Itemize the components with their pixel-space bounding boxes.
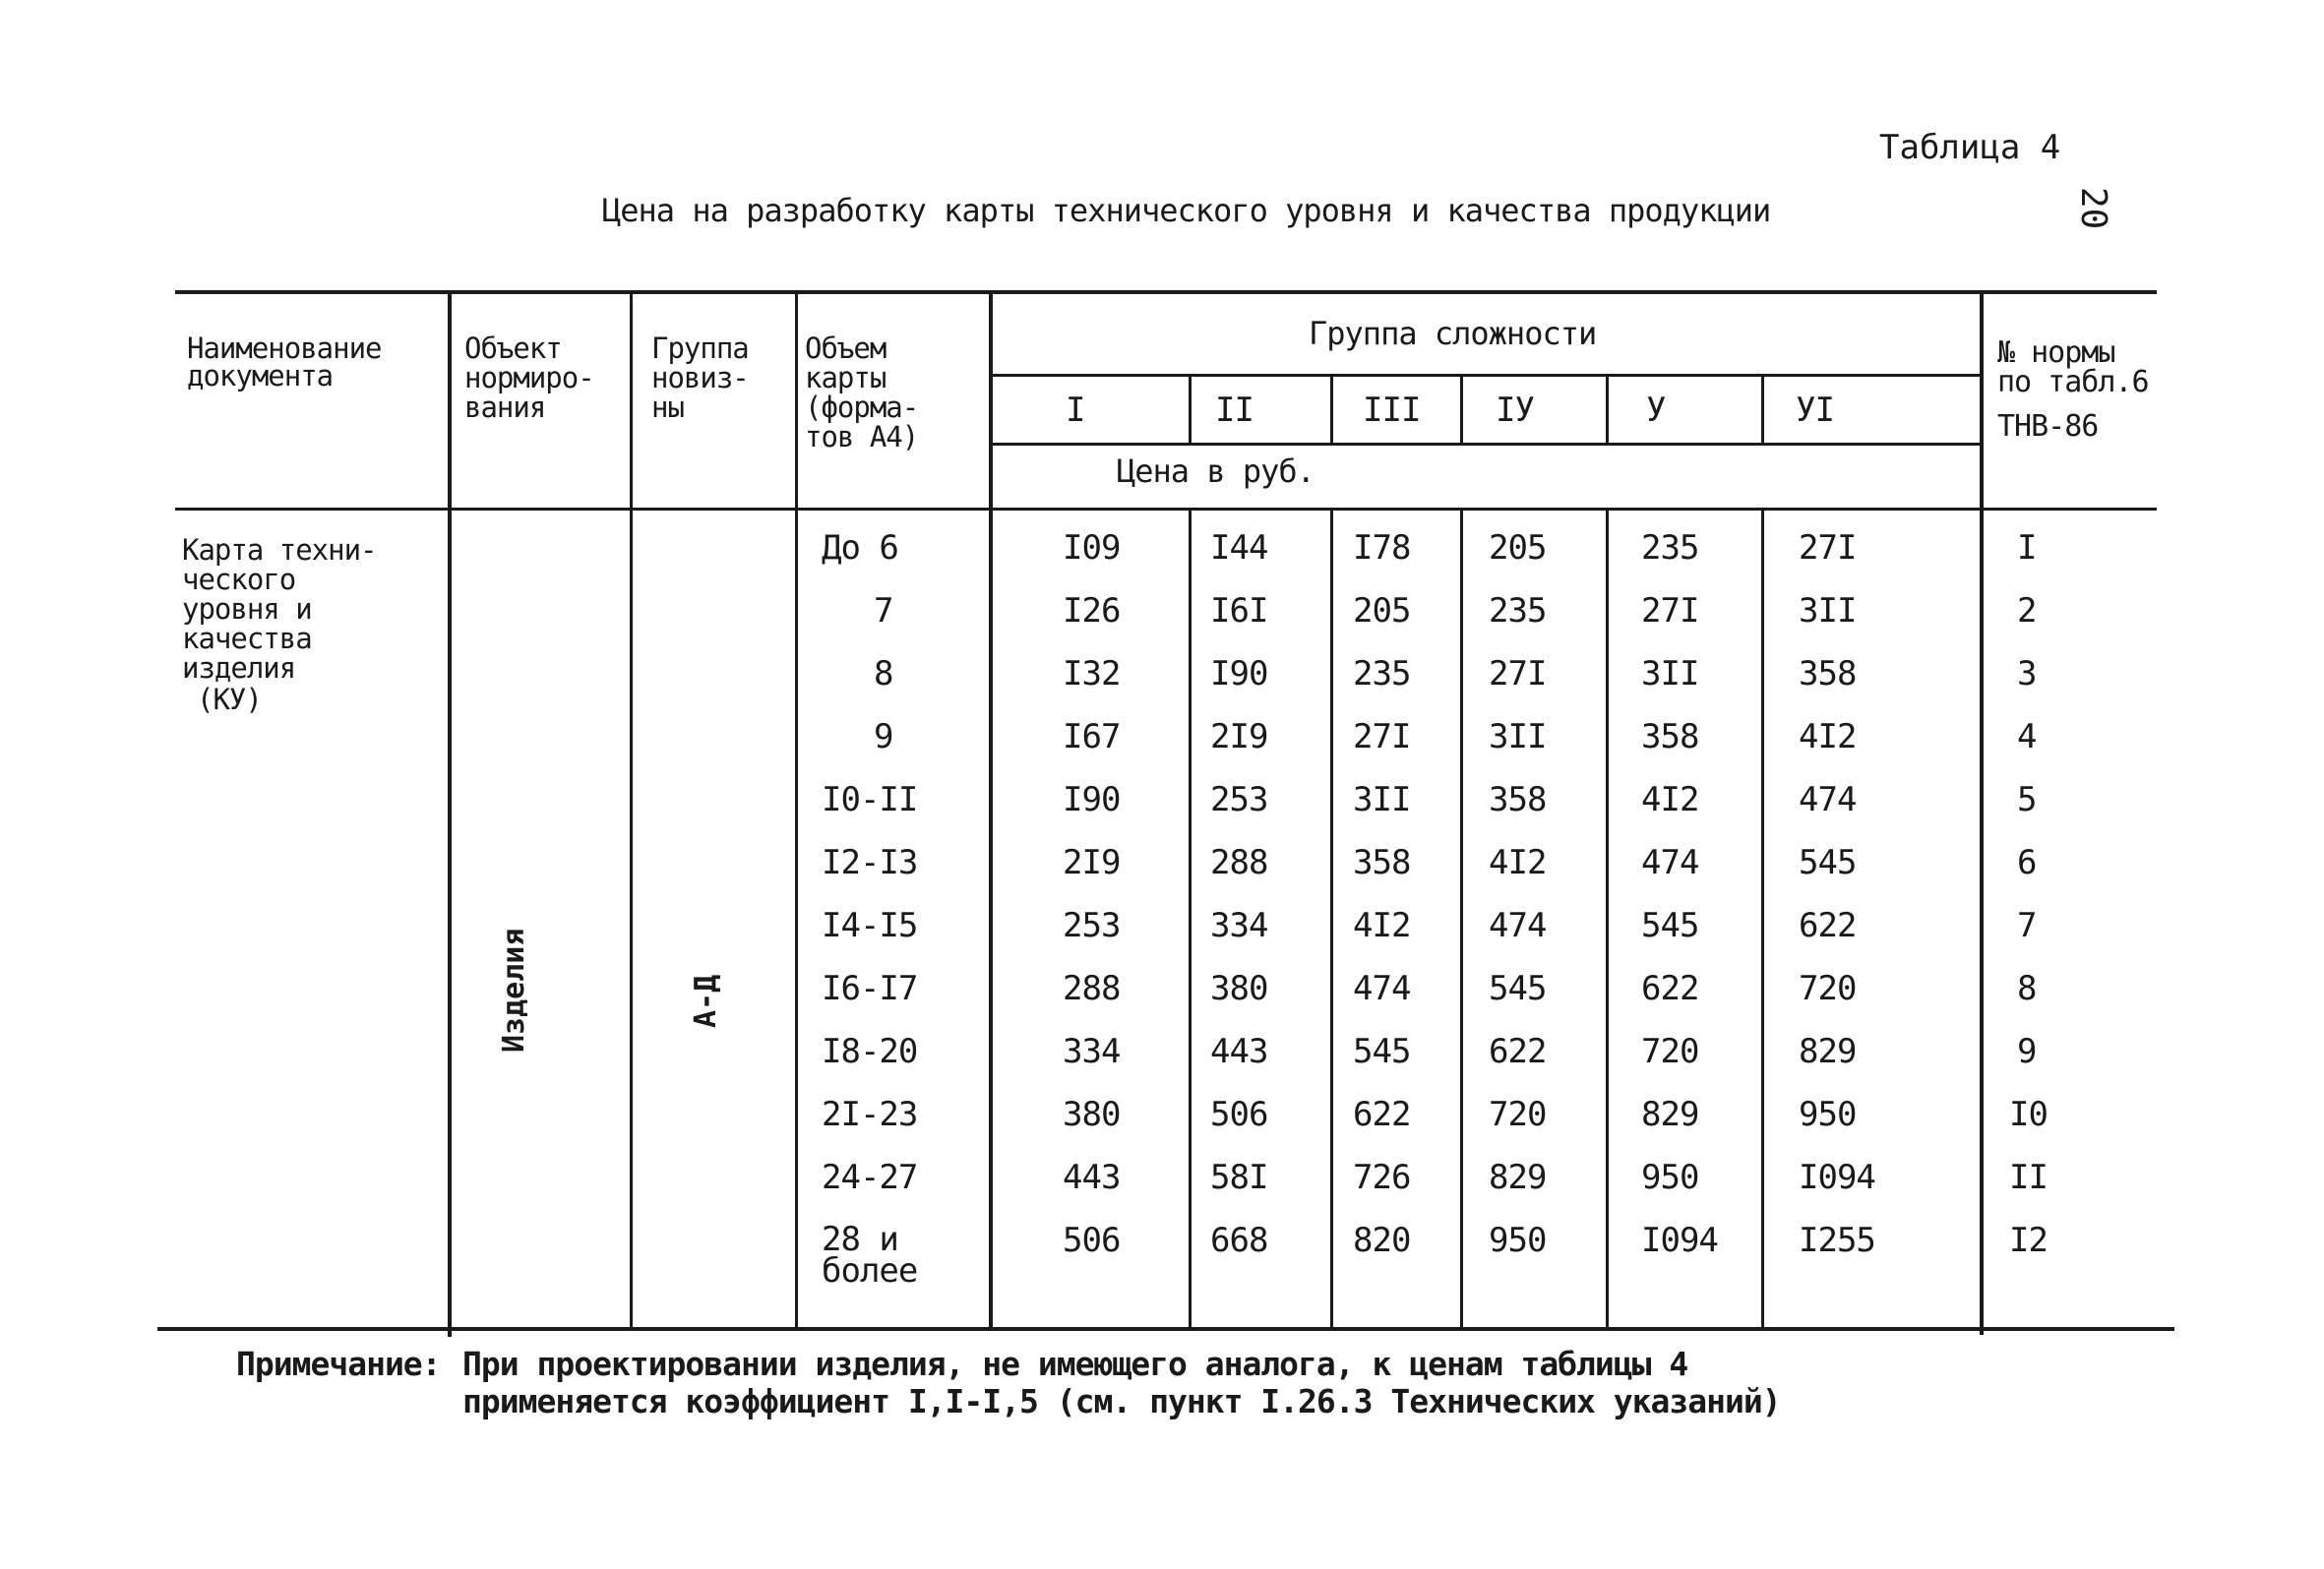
complexity-label: УI — [1796, 391, 1834, 430]
price-cell: 622 — [1641, 969, 1699, 1008]
col-divider-7 — [1330, 376, 1333, 443]
table-label: Таблица 4 — [1879, 128, 2061, 167]
page-title: Цена на разработку карты технического уровня и качества продукции — [602, 192, 1771, 229]
price-cell: 358 — [1353, 843, 1411, 882]
price-cell: 720 — [1641, 1032, 1699, 1071]
header-price-unit: Цена в руб. — [1117, 453, 1315, 490]
price-cell: 205 — [1489, 528, 1547, 568]
norm-cell: 9 — [2017, 1032, 2037, 1071]
price-cell: 4I2 — [1641, 780, 1699, 819]
table-top-rule — [175, 290, 2157, 294]
price-cell: I094 — [1799, 1158, 1875, 1197]
price-cell: 235 — [1353, 654, 1411, 694]
volume-cell: 28 и более — [822, 1220, 918, 1291]
price-cell: 668 — [1210, 1221, 1268, 1260]
price-cell: 253 — [1210, 780, 1268, 819]
col-divider-15 — [1980, 292, 1984, 1335]
volume-cell: 2I-23 — [822, 1095, 918, 1134]
price-cell: 334 — [1063, 1032, 1121, 1071]
price-cell: 720 — [1489, 1095, 1547, 1134]
norm-cell: 8 — [2017, 969, 2037, 1008]
volume-cell: I4-I5 — [822, 906, 918, 945]
header-complexity-group: Группа сложности — [1309, 315, 1597, 352]
price-cell: 545 — [1489, 969, 1547, 1008]
footnote-label: Примечание: — [236, 1345, 441, 1383]
price-cell: 235 — [1489, 591, 1547, 631]
price-cell: 3II — [1799, 591, 1857, 631]
price-cell: 950 — [1641, 1158, 1699, 1197]
price-cell: 235 — [1641, 528, 1699, 568]
price-cell: I67 — [1063, 717, 1121, 756]
header-bottom-rule — [175, 508, 2157, 511]
price-cell: 4I2 — [1489, 843, 1547, 882]
price-cell: 829 — [1799, 1032, 1857, 1071]
norm-cell: 7 — [2017, 906, 2037, 945]
price-cell: 820 — [1353, 1221, 1411, 1260]
price-cell: 288 — [1063, 969, 1121, 1008]
col-divider-9 — [1460, 376, 1463, 443]
price-cell: 380 — [1210, 969, 1268, 1008]
price-cell: I26 — [1063, 591, 1121, 631]
price-cell: 720 — [1799, 969, 1857, 1008]
header-document-name: Наименование документа — [187, 332, 382, 392]
col-divider-13 — [1761, 376, 1764, 443]
col-divider-1 — [448, 292, 452, 1337]
col-divider-8 — [1330, 510, 1333, 1330]
price-cell: I90 — [1063, 780, 1121, 819]
price-cell: 27I — [1799, 528, 1857, 568]
price-cell: 950 — [1799, 1095, 1857, 1134]
volume-cell: 24-27 — [822, 1158, 918, 1197]
volume-cell: I6-I7 — [822, 969, 918, 1008]
norm-cell: 4 — [2017, 717, 2037, 756]
norm-cell: II — [2009, 1158, 2048, 1197]
norm-cell: I2 — [2009, 1221, 2048, 1260]
complexity-label: III — [1363, 391, 1421, 430]
volume-cell: 8 — [874, 654, 893, 694]
volume-cell: 9 — [874, 717, 893, 756]
price-cell: I32 — [1063, 654, 1121, 694]
price-cell: 474 — [1799, 780, 1857, 819]
col-divider-2 — [630, 292, 633, 1330]
footnote-line-2: применяется коэффициент I,I-I,5 (см. пункт I.26.3 Технических указаний) — [462, 1382, 1781, 1420]
price-cell: 545 — [1799, 843, 1857, 882]
price-cell: 358 — [1489, 780, 1547, 819]
col-divider-3 — [795, 292, 798, 1330]
price-cell: 506 — [1063, 1221, 1121, 1260]
price-cell: 334 — [1210, 906, 1268, 945]
price-cell: I44 — [1210, 528, 1268, 568]
price-cell: 622 — [1799, 906, 1857, 945]
price-cell: 3II — [1489, 717, 1547, 756]
norm-cell: 2 — [2017, 591, 2037, 631]
price-cell: 545 — [1353, 1032, 1411, 1071]
price-cell: 27I — [1489, 654, 1547, 694]
price-cell: 4I2 — [1353, 906, 1411, 945]
object-vertical: Изделия — [497, 928, 531, 1053]
col-divider-6 — [1189, 510, 1192, 1330]
price-cell: 288 — [1210, 843, 1268, 882]
price-cell: I09 — [1063, 528, 1121, 568]
price-cell: 2I9 — [1063, 843, 1121, 882]
complexity-label: IУ — [1496, 391, 1534, 430]
col-divider-5 — [1189, 376, 1192, 443]
price-cell: 622 — [1489, 1032, 1547, 1071]
price-cell: 58I — [1210, 1158, 1268, 1197]
price-cell: 726 — [1353, 1158, 1411, 1197]
complexity-label: У — [1646, 391, 1666, 430]
complexity-label: I — [1066, 391, 1085, 430]
page-number: 20 — [2073, 187, 2113, 230]
price-cell: 3II — [1641, 654, 1699, 694]
price-cell: 474 — [1641, 843, 1699, 882]
col-divider-10 — [1460, 510, 1463, 1330]
volume-cell: I0-II — [822, 780, 918, 819]
numerals-rule — [992, 443, 1984, 446]
volume-cell: I2-I3 — [822, 843, 918, 882]
price-cell: 829 — [1641, 1095, 1699, 1134]
price-cell: 358 — [1641, 717, 1699, 756]
price-cell: 2I9 — [1210, 717, 1268, 756]
volume-cell: До 6 — [822, 528, 898, 568]
col-divider-11 — [1606, 376, 1609, 443]
complexity-label: II — [1215, 391, 1254, 430]
price-cell: 950 — [1489, 1221, 1547, 1260]
price-cell: 443 — [1210, 1032, 1268, 1071]
norm-cell: 5 — [2017, 780, 2037, 819]
price-cell: I255 — [1799, 1221, 1875, 1260]
price-cell: 358 — [1799, 654, 1857, 694]
norm-cell: 6 — [2017, 843, 2037, 882]
footnote — [236, 1346, 1781, 1420]
price-cell: 380 — [1063, 1095, 1121, 1134]
price-cell: 27I — [1353, 717, 1411, 756]
col-divider-14 — [1761, 510, 1764, 1330]
price-cell: 4I2 — [1799, 717, 1857, 756]
norm-cell: 3 — [2017, 654, 2037, 694]
col-divider-4 — [989, 292, 993, 1330]
price-cell: I90 — [1210, 654, 1268, 694]
table-bottom-rule — [157, 1327, 2174, 1331]
price-cell: 27I — [1641, 591, 1699, 631]
price-cell: 474 — [1353, 969, 1411, 1008]
price-cell: 622 — [1353, 1095, 1411, 1134]
price-cell: 3II — [1353, 780, 1411, 819]
volume-cell: 7 — [874, 591, 893, 631]
price-cell: I6I — [1210, 591, 1268, 631]
novelty-group-vertical: А-Д — [689, 974, 723, 1028]
price-cell: 829 — [1489, 1158, 1547, 1197]
price-cell: 506 — [1210, 1095, 1268, 1134]
volume-cell: I8-20 — [822, 1032, 918, 1071]
col-divider-12 — [1606, 510, 1609, 1330]
price-cell: 443 — [1063, 1158, 1121, 1197]
footnote-line-1: При проектировании изделия, не имеющего аналога, к ценам таблицы 4 — [462, 1345, 1688, 1383]
price-cell: 474 — [1489, 906, 1547, 945]
norm-cell: I — [2017, 528, 2037, 568]
price-cell: 545 — [1641, 906, 1699, 945]
norm-cell: I0 — [2009, 1095, 2048, 1134]
price-cell: 253 — [1063, 906, 1121, 945]
price-cell: I094 — [1641, 1221, 1718, 1260]
price-cell: I78 — [1353, 528, 1411, 568]
complexity-rule — [992, 374, 1984, 377]
price-cell: 205 — [1353, 591, 1411, 631]
